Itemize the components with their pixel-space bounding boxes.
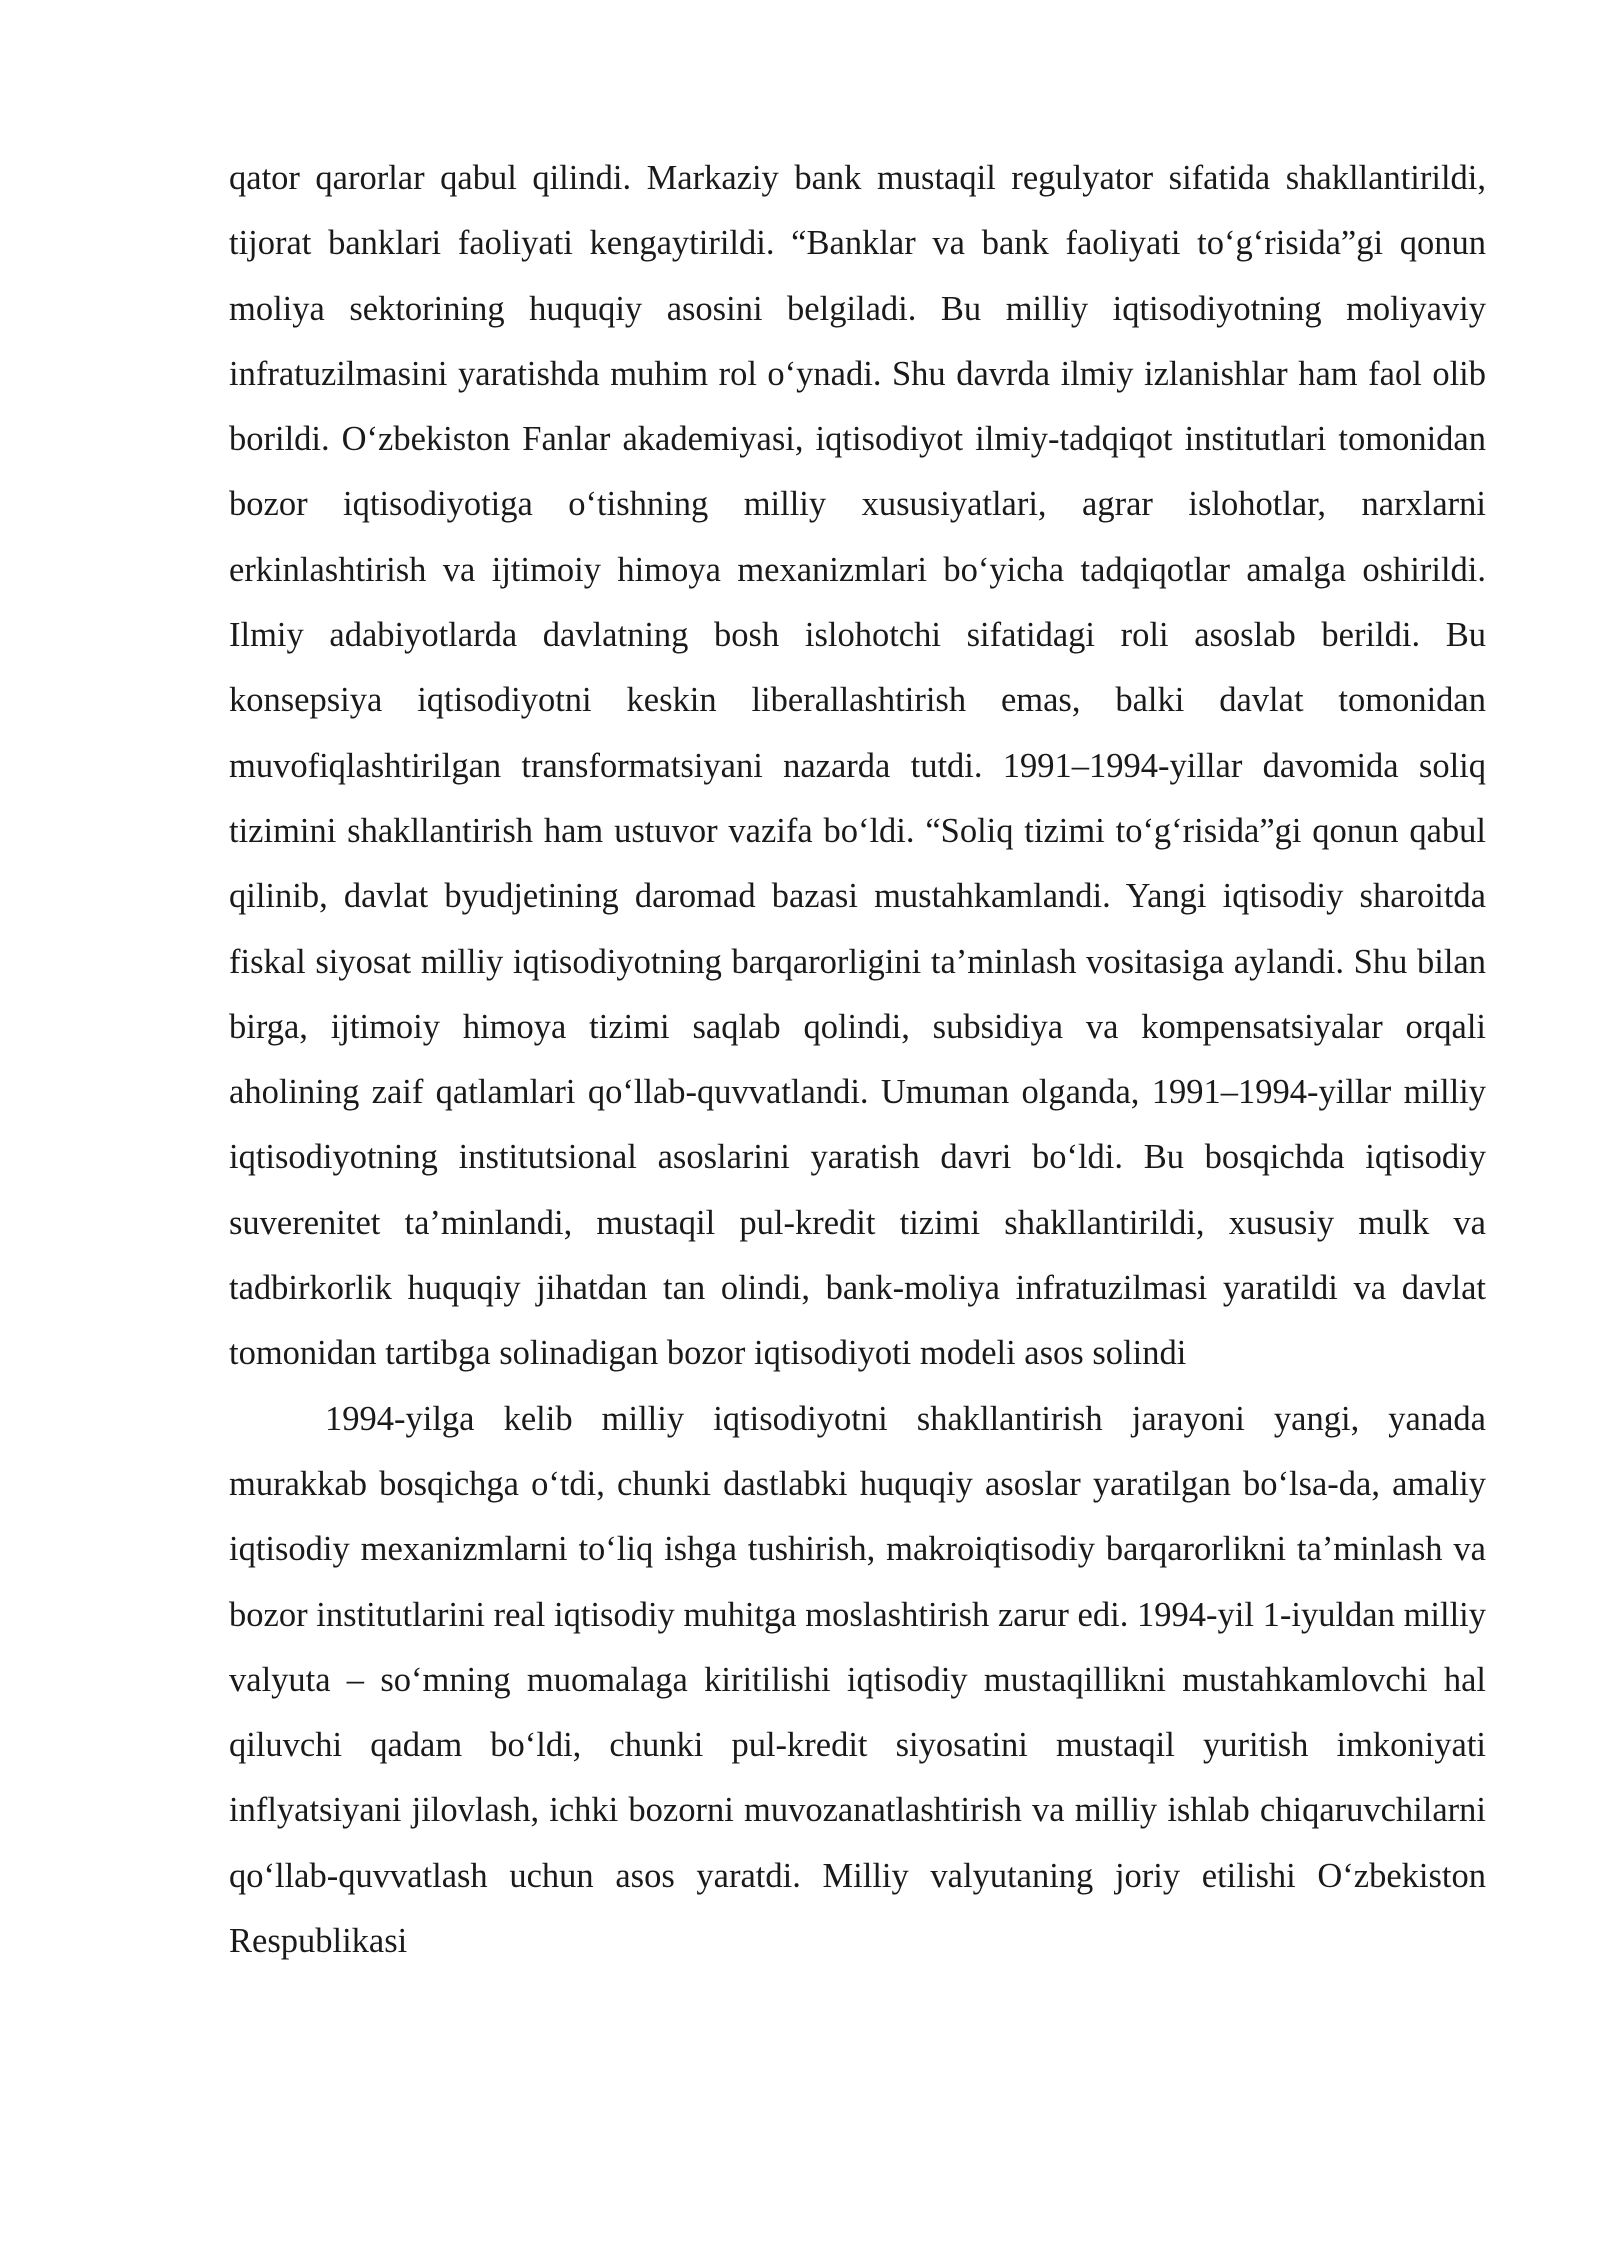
document-body xyxy=(229,146,1486,1974)
paragraph-2: 1994-yilga kelib milliy iqtisodiyotni shakllantirish jarayoni yangi, yanada murakkab bosqichga o‘tdi, chunki dastlabki huquqiy asoslar yaratilgan bo‘lsa-da, amaliy iqtisodiy mexanizmlarni to‘liq ishga tushirish, makroiqtisodiy barqarorlikni ta’minlash va bozor institutlarini real iqtisodiy muhitga moslashtirish zarur edi. 1994-yil 1-iyuldan milliy valyuta – so‘mning muomalaga kiritilishi iqtisodiy mustaqillikni mustahkamlovchi hal qiluvchi qadam bo‘ldi, chunki pul-kredit siyosatini mustaqil yuritish imkoniyati inflyatsiyani jilovlash, ichki bozorni muvozanatlashtirish va milliy ishlab chiqaruvchilarni qo‘llab-quvvatlash uchun asos yaratdi. Milliy valyutaning joriy etilishi O‘zbekiston Respublikasi xyxy=(229,1399,1486,1961)
paragraph-1: qator qarorlar qabul qilindi. Markaziy bank mustaqil regulyator sifatida shakllantirildi, tijorat banklari faoliyati kengaytirildi. “Banklar va bank faoliyati to‘g‘risida”gi qonun moliya sektorining huquqiy asosini belgiladi. Bu milliy iqtisodiyotning moliyaviy infratuzilmasini yaratishda muhim rol o‘ynadi. Shu davrda ilmiy izlanishlar ham faol olib borildi. O‘zbekiston Fanlar akademiyasi, iqtisodiyot ilmiy-tadqiqot institutlari tomonidan bozor iqtisodiyotiga o‘tishning milliy xususiyatlari, agrar islohotlar, narxlarni erkinlashtirish va ijtimoiy himoya mexanizmlari bo‘yicha tadqiqotlar amalga oshirildi. Ilmiy adabiyotlarda davlatning bosh islohotchi sifatidagi roli asoslab berildi. Bu konsepsiya iqtisodiyotni keskin liberallashtirish emas, balki davlat tomonidan muvofiqlashtirilgan transformatsiyani nazarda tutdi. 1991–1994-yillar davomida soliq tizimini shakllantirish ham ustuvor vazifa bo‘ldi. “Soliq tizimi to‘g‘risida”gi qonun qabul qilinib, davlat byudjetining daromad bazasi mustahkamlandi. Yangi iqtisodiy sharoitda fiskal siyosat milliy iqtisodiyotning barqarorligini ta’minlash vositasiga aylandi. Shu bilan birga, ijtimoiy himoya tizimi saqlab qolindi, subsidiya va kompensatsiyalar orqali aholining zaif qatlamlari qo‘llab-quvvatlandi. Umuman olganda, 1991–1994-yillar milliy iqtisodiyotning institutsional asoslarini yaratish davri bo‘ldi. Bu bosqichda iqtisodiy suverenitet ta’minlandi, mustaqil pul-kredit tizimi shakllantirildi, xususiy mulk va tadbirkorlik huquqiy jihatdan tan olindi, bank-moliya infratuzilmasi yaratildi va davlat tomonidan tartibga solinadigan bozor iqtisodiyoti modeli asos solindi xyxy=(229,159,1486,1373)
